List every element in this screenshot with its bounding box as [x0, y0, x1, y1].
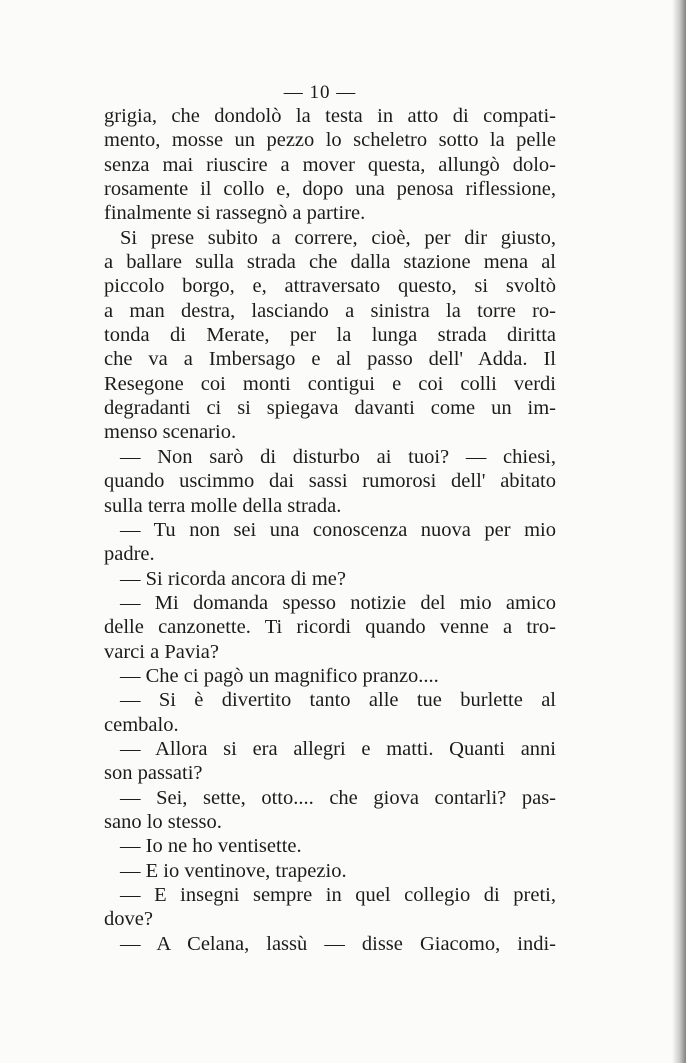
text-line: degradanti ci si spiegava davanti come un im- [104, 397, 556, 420]
text-line: tonda di Merate, per la lunga strada diritta [104, 324, 556, 347]
text-line: a ballare sulla strada che dalla stazione mena al [104, 251, 556, 274]
text-line: piccolo borgo, e, attraversato questo, si svoltò [104, 275, 556, 298]
text-line: rosamente il collo e, dopo una penosa riflessione, [104, 178, 556, 201]
text-line: — Tu non sei una conoscenza nuova per mio [120, 518, 556, 541]
text-line: — Sei, sette, otto.... che giova contarli? pas- [120, 786, 556, 809]
text-line: — Allora si era allegri e matti. Quanti anni [120, 737, 556, 760]
text-line: a man destra, lasciando a sinistra la torre ro- [104, 299, 556, 322]
text-line: quando uscimmo dai sassi rumorosi dell' abitato [104, 470, 556, 493]
text-line: — Che ci pagò un magnifico pranzo.... [120, 664, 439, 687]
text-line: — E io ventinove, trapezio. [120, 859, 347, 882]
text-line: dove? [104, 908, 153, 931]
text-line: varci a Pavia? [104, 640, 219, 663]
scan-shadow-edge [672, 0, 686, 1063]
text-line: Si prese subito a correre, cioè, per dir giusto, [120, 226, 556, 249]
text-line: menso scenario. [104, 421, 237, 444]
text-line: — Si è divertito tanto alle tue burlette al [120, 689, 556, 712]
text-line: grigia, che dondolò la testa in atto di compati- [104, 105, 556, 127]
text-line: che va a Imbersago e al passo dell' Adda. Il [104, 348, 556, 371]
text-line: — Mi domanda spesso notizie del mio amico [120, 591, 556, 614]
text-line: sulla terra molle della strada. [104, 494, 342, 517]
text-line: finalmente si rassegnò a partire. [104, 202, 366, 225]
text-line: — Si ricorda ancora di me? [120, 567, 346, 590]
text-line: son passati? [104, 762, 203, 785]
text-line: delle canzonette. Ti ricordi quando venne a tro- [104, 616, 556, 639]
text-line: — Io ne ho ventisette. [120, 835, 302, 858]
text-line: sano lo stesso. [104, 810, 222, 833]
page-number: — 10 — [283, 82, 357, 103]
text-line: Resegone coi monti contigui e coi colli verdi [104, 372, 556, 395]
body-text [104, 104, 556, 956]
text-line: senza mai riuscire a mover questa, allungò dolo- [104, 153, 556, 176]
text-line: — Non sarò di disturbo ai tuoi? — chiesi, [120, 445, 556, 468]
text-line: mento, mosse un pezzo lo scheletro sotto la pelle [104, 129, 556, 152]
text-line: padre. [104, 543, 155, 566]
text-line: cembalo. [104, 713, 179, 736]
text-line: — E insegni sempre in quel collegio di preti, [120, 884, 556, 906]
text-line: — A Celana, lassù — disse Giacomo, indi- [120, 932, 556, 955]
